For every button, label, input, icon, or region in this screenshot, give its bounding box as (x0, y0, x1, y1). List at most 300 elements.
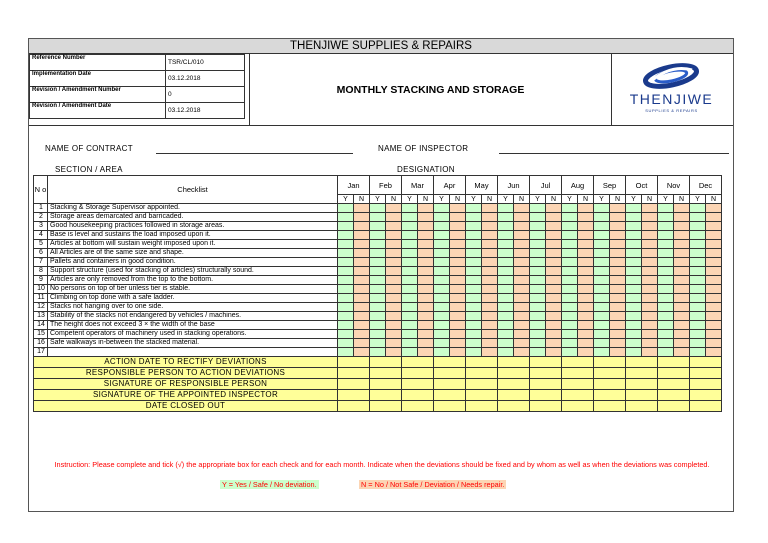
no-checkbox[interactable] (450, 294, 466, 303)
yes-checkbox[interactable] (434, 294, 450, 303)
yes-checkbox[interactable] (594, 294, 610, 303)
yes-checkbox[interactable] (530, 294, 546, 303)
yes-checkbox[interactable] (434, 258, 450, 267)
no-checkbox[interactable] (418, 231, 434, 240)
no-checkbox[interactable] (706, 294, 722, 303)
no-checkbox[interactable] (706, 339, 722, 348)
footer-entry-cell[interactable] (594, 390, 626, 401)
yes-checkbox[interactable] (658, 213, 674, 222)
no-checkbox[interactable] (610, 276, 626, 285)
no-checkbox[interactable] (514, 249, 530, 258)
no-checkbox[interactable] (386, 213, 402, 222)
footer-entry-cell[interactable] (434, 390, 466, 401)
no-checkbox[interactable] (386, 285, 402, 294)
no-checkbox[interactable] (642, 213, 658, 222)
no-checkbox[interactable] (354, 312, 370, 321)
yes-checkbox[interactable] (530, 321, 546, 330)
no-checkbox[interactable] (386, 222, 402, 231)
yes-checkbox[interactable] (594, 312, 610, 321)
yes-checkbox[interactable] (434, 312, 450, 321)
yes-checkbox[interactable] (498, 258, 514, 267)
no-checkbox[interactable] (642, 222, 658, 231)
no-checkbox[interactable] (674, 231, 690, 240)
yes-checkbox[interactable] (562, 276, 578, 285)
no-checkbox[interactable] (578, 222, 594, 231)
yes-checkbox[interactable] (498, 321, 514, 330)
yes-checkbox[interactable] (466, 348, 482, 357)
no-checkbox[interactable] (418, 249, 434, 258)
no-checkbox[interactable] (386, 348, 402, 357)
yes-checkbox[interactable] (434, 276, 450, 285)
no-checkbox[interactable] (706, 258, 722, 267)
no-checkbox[interactable] (482, 321, 498, 330)
yes-checkbox[interactable] (370, 312, 386, 321)
no-checkbox[interactable] (482, 204, 498, 213)
yes-checkbox[interactable] (658, 204, 674, 213)
no-checkbox[interactable] (386, 204, 402, 213)
yes-checkbox[interactable] (402, 339, 418, 348)
yes-checkbox[interactable] (402, 303, 418, 312)
yes-checkbox[interactable] (498, 312, 514, 321)
no-checkbox[interactable] (418, 285, 434, 294)
yes-checkbox[interactable] (530, 285, 546, 294)
no-checkbox[interactable] (546, 321, 562, 330)
yes-checkbox[interactable] (594, 267, 610, 276)
yes-checkbox[interactable] (530, 339, 546, 348)
yes-checkbox[interactable] (466, 222, 482, 231)
no-checkbox[interactable] (674, 312, 690, 321)
yes-checkbox[interactable] (338, 303, 354, 312)
yes-checkbox[interactable] (530, 222, 546, 231)
no-checkbox[interactable] (610, 267, 626, 276)
yes-checkbox[interactable] (338, 267, 354, 276)
no-checkbox[interactable] (450, 303, 466, 312)
no-checkbox[interactable] (578, 312, 594, 321)
yes-checkbox[interactable] (338, 330, 354, 339)
yes-checkbox[interactable] (626, 348, 642, 357)
no-checkbox[interactable] (514, 339, 530, 348)
yes-checkbox[interactable] (370, 276, 386, 285)
yes-checkbox[interactable] (658, 348, 674, 357)
footer-entry-cell[interactable] (466, 368, 498, 379)
no-checkbox[interactable] (546, 240, 562, 249)
footer-entry-cell[interactable] (370, 368, 402, 379)
yes-checkbox[interactable] (338, 213, 354, 222)
no-checkbox[interactable] (674, 330, 690, 339)
yes-checkbox[interactable] (466, 303, 482, 312)
footer-entry-cell[interactable] (370, 401, 402, 412)
yes-checkbox[interactable] (626, 312, 642, 321)
yes-checkbox[interactable] (370, 204, 386, 213)
no-checkbox[interactable] (482, 276, 498, 285)
no-checkbox[interactable] (354, 213, 370, 222)
inspector-field[interactable] (499, 153, 729, 154)
footer-entry-cell[interactable] (658, 368, 690, 379)
yes-checkbox[interactable] (562, 330, 578, 339)
yes-checkbox[interactable] (658, 240, 674, 249)
yes-checkbox[interactable] (434, 222, 450, 231)
yes-checkbox[interactable] (658, 258, 674, 267)
no-checkbox[interactable] (610, 339, 626, 348)
no-checkbox[interactable] (354, 276, 370, 285)
no-checkbox[interactable] (546, 312, 562, 321)
no-checkbox[interactable] (418, 330, 434, 339)
yes-checkbox[interactable] (338, 312, 354, 321)
no-checkbox[interactable] (514, 276, 530, 285)
no-checkbox[interactable] (706, 213, 722, 222)
footer-entry-cell[interactable] (338, 390, 370, 401)
no-checkbox[interactable] (386, 267, 402, 276)
no-checkbox[interactable] (418, 222, 434, 231)
footer-entry-cell[interactable] (530, 368, 562, 379)
yes-checkbox[interactable] (434, 240, 450, 249)
no-checkbox[interactable] (354, 339, 370, 348)
no-checkbox[interactable] (418, 303, 434, 312)
footer-entry-cell[interactable] (690, 390, 722, 401)
yes-checkbox[interactable] (530, 330, 546, 339)
no-checkbox[interactable] (546, 294, 562, 303)
yes-checkbox[interactable] (562, 267, 578, 276)
no-checkbox[interactable] (546, 276, 562, 285)
no-checkbox[interactable] (354, 249, 370, 258)
no-checkbox[interactable] (354, 258, 370, 267)
yes-checkbox[interactable] (594, 258, 610, 267)
no-checkbox[interactable] (514, 213, 530, 222)
yes-checkbox[interactable] (434, 249, 450, 258)
yes-checkbox[interactable] (370, 321, 386, 330)
no-checkbox[interactable] (386, 321, 402, 330)
yes-checkbox[interactable] (626, 321, 642, 330)
no-checkbox[interactable] (386, 312, 402, 321)
no-checkbox[interactable] (546, 303, 562, 312)
footer-entry-cell[interactable] (434, 368, 466, 379)
no-checkbox[interactable] (482, 339, 498, 348)
no-checkbox[interactable] (482, 240, 498, 249)
no-checkbox[interactable] (450, 276, 466, 285)
footer-entry-cell[interactable] (562, 390, 594, 401)
no-checkbox[interactable] (674, 294, 690, 303)
yes-checkbox[interactable] (594, 303, 610, 312)
yes-checkbox[interactable] (370, 339, 386, 348)
no-checkbox[interactable] (642, 231, 658, 240)
footer-entry-cell[interactable] (530, 379, 562, 390)
yes-checkbox[interactable] (690, 348, 706, 357)
no-checkbox[interactable] (674, 321, 690, 330)
no-checkbox[interactable] (610, 312, 626, 321)
yes-checkbox[interactable] (690, 294, 706, 303)
no-checkbox[interactable] (482, 249, 498, 258)
no-checkbox[interactable] (578, 294, 594, 303)
yes-checkbox[interactable] (530, 258, 546, 267)
no-checkbox[interactable] (514, 267, 530, 276)
no-checkbox[interactable] (386, 303, 402, 312)
yes-checkbox[interactable] (498, 276, 514, 285)
no-checkbox[interactable] (642, 258, 658, 267)
no-checkbox[interactable] (674, 276, 690, 285)
no-checkbox[interactable] (354, 204, 370, 213)
footer-entry-cell[interactable] (498, 401, 530, 412)
yes-checkbox[interactable] (562, 321, 578, 330)
yes-checkbox[interactable] (466, 240, 482, 249)
footer-entry-cell[interactable] (626, 368, 658, 379)
yes-checkbox[interactable] (690, 240, 706, 249)
footer-entry-cell[interactable] (402, 379, 434, 390)
no-checkbox[interactable] (610, 249, 626, 258)
footer-entry-cell[interactable] (466, 390, 498, 401)
footer-entry-cell[interactable] (690, 357, 722, 368)
no-checkbox[interactable] (546, 267, 562, 276)
no-checkbox[interactable] (642, 285, 658, 294)
footer-entry-cell[interactable] (658, 401, 690, 412)
footer-entry-cell[interactable] (562, 368, 594, 379)
no-checkbox[interactable] (514, 222, 530, 231)
no-checkbox[interactable] (674, 222, 690, 231)
no-checkbox[interactable] (642, 321, 658, 330)
no-checkbox[interactable] (386, 339, 402, 348)
no-checkbox[interactable] (418, 348, 434, 357)
no-checkbox[interactable] (706, 321, 722, 330)
no-checkbox[interactable] (354, 348, 370, 357)
yes-checkbox[interactable] (530, 276, 546, 285)
yes-checkbox[interactable] (594, 204, 610, 213)
yes-checkbox[interactable] (530, 231, 546, 240)
yes-checkbox[interactable] (626, 204, 642, 213)
yes-checkbox[interactable] (466, 330, 482, 339)
yes-checkbox[interactable] (594, 222, 610, 231)
no-checkbox[interactable] (418, 276, 434, 285)
no-checkbox[interactable] (514, 258, 530, 267)
yes-checkbox[interactable] (658, 339, 674, 348)
yes-checkbox[interactable] (338, 321, 354, 330)
yes-checkbox[interactable] (594, 213, 610, 222)
yes-checkbox[interactable] (402, 240, 418, 249)
yes-checkbox[interactable] (434, 330, 450, 339)
no-checkbox[interactable] (578, 213, 594, 222)
yes-checkbox[interactable] (690, 330, 706, 339)
yes-checkbox[interactable] (466, 231, 482, 240)
yes-checkbox[interactable] (498, 303, 514, 312)
yes-checkbox[interactable] (498, 231, 514, 240)
yes-checkbox[interactable] (690, 285, 706, 294)
yes-checkbox[interactable] (658, 294, 674, 303)
no-checkbox[interactable] (578, 330, 594, 339)
yes-checkbox[interactable] (530, 348, 546, 357)
yes-checkbox[interactable] (594, 249, 610, 258)
footer-entry-cell[interactable] (530, 390, 562, 401)
yes-checkbox[interactable] (338, 240, 354, 249)
no-checkbox[interactable] (610, 204, 626, 213)
no-checkbox[interactable] (578, 231, 594, 240)
yes-checkbox[interactable] (690, 258, 706, 267)
yes-checkbox[interactable] (402, 204, 418, 213)
no-checkbox[interactable] (610, 321, 626, 330)
no-checkbox[interactable] (450, 222, 466, 231)
yes-checkbox[interactable] (690, 213, 706, 222)
yes-checkbox[interactable] (594, 285, 610, 294)
yes-checkbox[interactable] (434, 231, 450, 240)
footer-entry-cell[interactable] (626, 401, 658, 412)
yes-checkbox[interactable] (466, 267, 482, 276)
no-checkbox[interactable] (386, 276, 402, 285)
no-checkbox[interactable] (546, 330, 562, 339)
yes-checkbox[interactable] (338, 231, 354, 240)
no-checkbox[interactable] (706, 204, 722, 213)
no-checkbox[interactable] (610, 348, 626, 357)
yes-checkbox[interactable] (690, 249, 706, 258)
no-checkbox[interactable] (546, 222, 562, 231)
yes-checkbox[interactable] (498, 240, 514, 249)
yes-checkbox[interactable] (562, 249, 578, 258)
yes-checkbox[interactable] (466, 321, 482, 330)
no-checkbox[interactable] (706, 330, 722, 339)
no-checkbox[interactable] (482, 294, 498, 303)
no-checkbox[interactable] (578, 258, 594, 267)
footer-entry-cell[interactable] (402, 357, 434, 368)
no-checkbox[interactable] (610, 294, 626, 303)
yes-checkbox[interactable] (658, 231, 674, 240)
no-checkbox[interactable] (418, 294, 434, 303)
no-checkbox[interactable] (578, 276, 594, 285)
no-checkbox[interactable] (514, 348, 530, 357)
no-checkbox[interactable] (450, 339, 466, 348)
no-checkbox[interactable] (418, 204, 434, 213)
yes-checkbox[interactable] (594, 231, 610, 240)
yes-checkbox[interactable] (498, 294, 514, 303)
no-checkbox[interactable] (674, 258, 690, 267)
yes-checkbox[interactable] (402, 222, 418, 231)
yes-checkbox[interactable] (562, 312, 578, 321)
no-checkbox[interactable] (546, 231, 562, 240)
no-checkbox[interactable] (386, 294, 402, 303)
footer-entry-cell[interactable] (594, 401, 626, 412)
no-checkbox[interactable] (354, 303, 370, 312)
no-checkbox[interactable] (706, 240, 722, 249)
no-checkbox[interactable] (674, 285, 690, 294)
yes-checkbox[interactable] (530, 303, 546, 312)
yes-checkbox[interactable] (658, 303, 674, 312)
yes-checkbox[interactable] (562, 294, 578, 303)
yes-checkbox[interactable] (370, 240, 386, 249)
yes-checkbox[interactable] (402, 276, 418, 285)
footer-entry-cell[interactable] (562, 379, 594, 390)
footer-entry-cell[interactable] (690, 401, 722, 412)
footer-entry-cell[interactable] (498, 390, 530, 401)
no-checkbox[interactable] (482, 303, 498, 312)
yes-checkbox[interactable] (498, 213, 514, 222)
yes-checkbox[interactable] (594, 276, 610, 285)
yes-checkbox[interactable] (498, 348, 514, 357)
yes-checkbox[interactable] (402, 330, 418, 339)
no-checkbox[interactable] (674, 213, 690, 222)
yes-checkbox[interactable] (498, 285, 514, 294)
no-checkbox[interactable] (610, 213, 626, 222)
yes-checkbox[interactable] (658, 267, 674, 276)
yes-checkbox[interactable] (466, 204, 482, 213)
yes-checkbox[interactable] (562, 339, 578, 348)
no-checkbox[interactable] (450, 249, 466, 258)
no-checkbox[interactable] (482, 258, 498, 267)
no-checkbox[interactable] (482, 213, 498, 222)
yes-checkbox[interactable] (466, 339, 482, 348)
yes-checkbox[interactable] (658, 312, 674, 321)
yes-checkbox[interactable] (370, 303, 386, 312)
footer-entry-cell[interactable] (402, 401, 434, 412)
yes-checkbox[interactable] (626, 330, 642, 339)
no-checkbox[interactable] (514, 204, 530, 213)
yes-checkbox[interactable] (690, 321, 706, 330)
yes-checkbox[interactable] (626, 231, 642, 240)
yes-checkbox[interactable] (370, 213, 386, 222)
yes-checkbox[interactable] (498, 249, 514, 258)
footer-entry-cell[interactable] (466, 357, 498, 368)
footer-entry-cell[interactable] (562, 401, 594, 412)
no-checkbox[interactable] (354, 240, 370, 249)
no-checkbox[interactable] (674, 249, 690, 258)
yes-checkbox[interactable] (402, 213, 418, 222)
no-checkbox[interactable] (642, 276, 658, 285)
footer-entry-cell[interactable] (370, 390, 402, 401)
yes-checkbox[interactable] (530, 312, 546, 321)
no-checkbox[interactable] (514, 312, 530, 321)
reference-value[interactable]: 03.12.2018 (166, 103, 245, 119)
yes-checkbox[interactable] (594, 321, 610, 330)
yes-checkbox[interactable] (402, 249, 418, 258)
yes-checkbox[interactable] (626, 222, 642, 231)
footer-entry-cell[interactable] (402, 390, 434, 401)
footer-entry-cell[interactable] (690, 379, 722, 390)
yes-checkbox[interactable] (434, 285, 450, 294)
yes-checkbox[interactable] (658, 285, 674, 294)
yes-checkbox[interactable] (626, 276, 642, 285)
no-checkbox[interactable] (354, 330, 370, 339)
yes-checkbox[interactable] (338, 294, 354, 303)
no-checkbox[interactable] (418, 321, 434, 330)
no-checkbox[interactable] (354, 267, 370, 276)
no-checkbox[interactable] (546, 339, 562, 348)
footer-entry-cell[interactable] (658, 390, 690, 401)
yes-checkbox[interactable] (370, 231, 386, 240)
no-checkbox[interactable] (450, 240, 466, 249)
yes-checkbox[interactable] (690, 312, 706, 321)
no-checkbox[interactable] (642, 348, 658, 357)
yes-checkbox[interactable] (338, 348, 354, 357)
footer-entry-cell[interactable] (434, 401, 466, 412)
yes-checkbox[interactable] (370, 294, 386, 303)
footer-entry-cell[interactable] (530, 401, 562, 412)
yes-checkbox[interactable] (626, 213, 642, 222)
footer-entry-cell[interactable] (498, 379, 530, 390)
no-checkbox[interactable] (578, 348, 594, 357)
yes-checkbox[interactable] (562, 348, 578, 357)
no-checkbox[interactable] (578, 204, 594, 213)
yes-checkbox[interactable] (562, 204, 578, 213)
yes-checkbox[interactable] (370, 348, 386, 357)
yes-checkbox[interactable] (658, 249, 674, 258)
no-checkbox[interactable] (610, 258, 626, 267)
yes-checkbox[interactable] (658, 330, 674, 339)
yes-checkbox[interactable] (562, 303, 578, 312)
no-checkbox[interactable] (514, 285, 530, 294)
footer-entry-cell[interactable] (338, 368, 370, 379)
no-checkbox[interactable] (578, 339, 594, 348)
no-checkbox[interactable] (418, 312, 434, 321)
footer-entry-cell[interactable] (626, 379, 658, 390)
yes-checkbox[interactable] (370, 222, 386, 231)
yes-checkbox[interactable] (402, 348, 418, 357)
yes-checkbox[interactable] (338, 204, 354, 213)
yes-checkbox[interactable] (466, 276, 482, 285)
yes-checkbox[interactable] (594, 339, 610, 348)
